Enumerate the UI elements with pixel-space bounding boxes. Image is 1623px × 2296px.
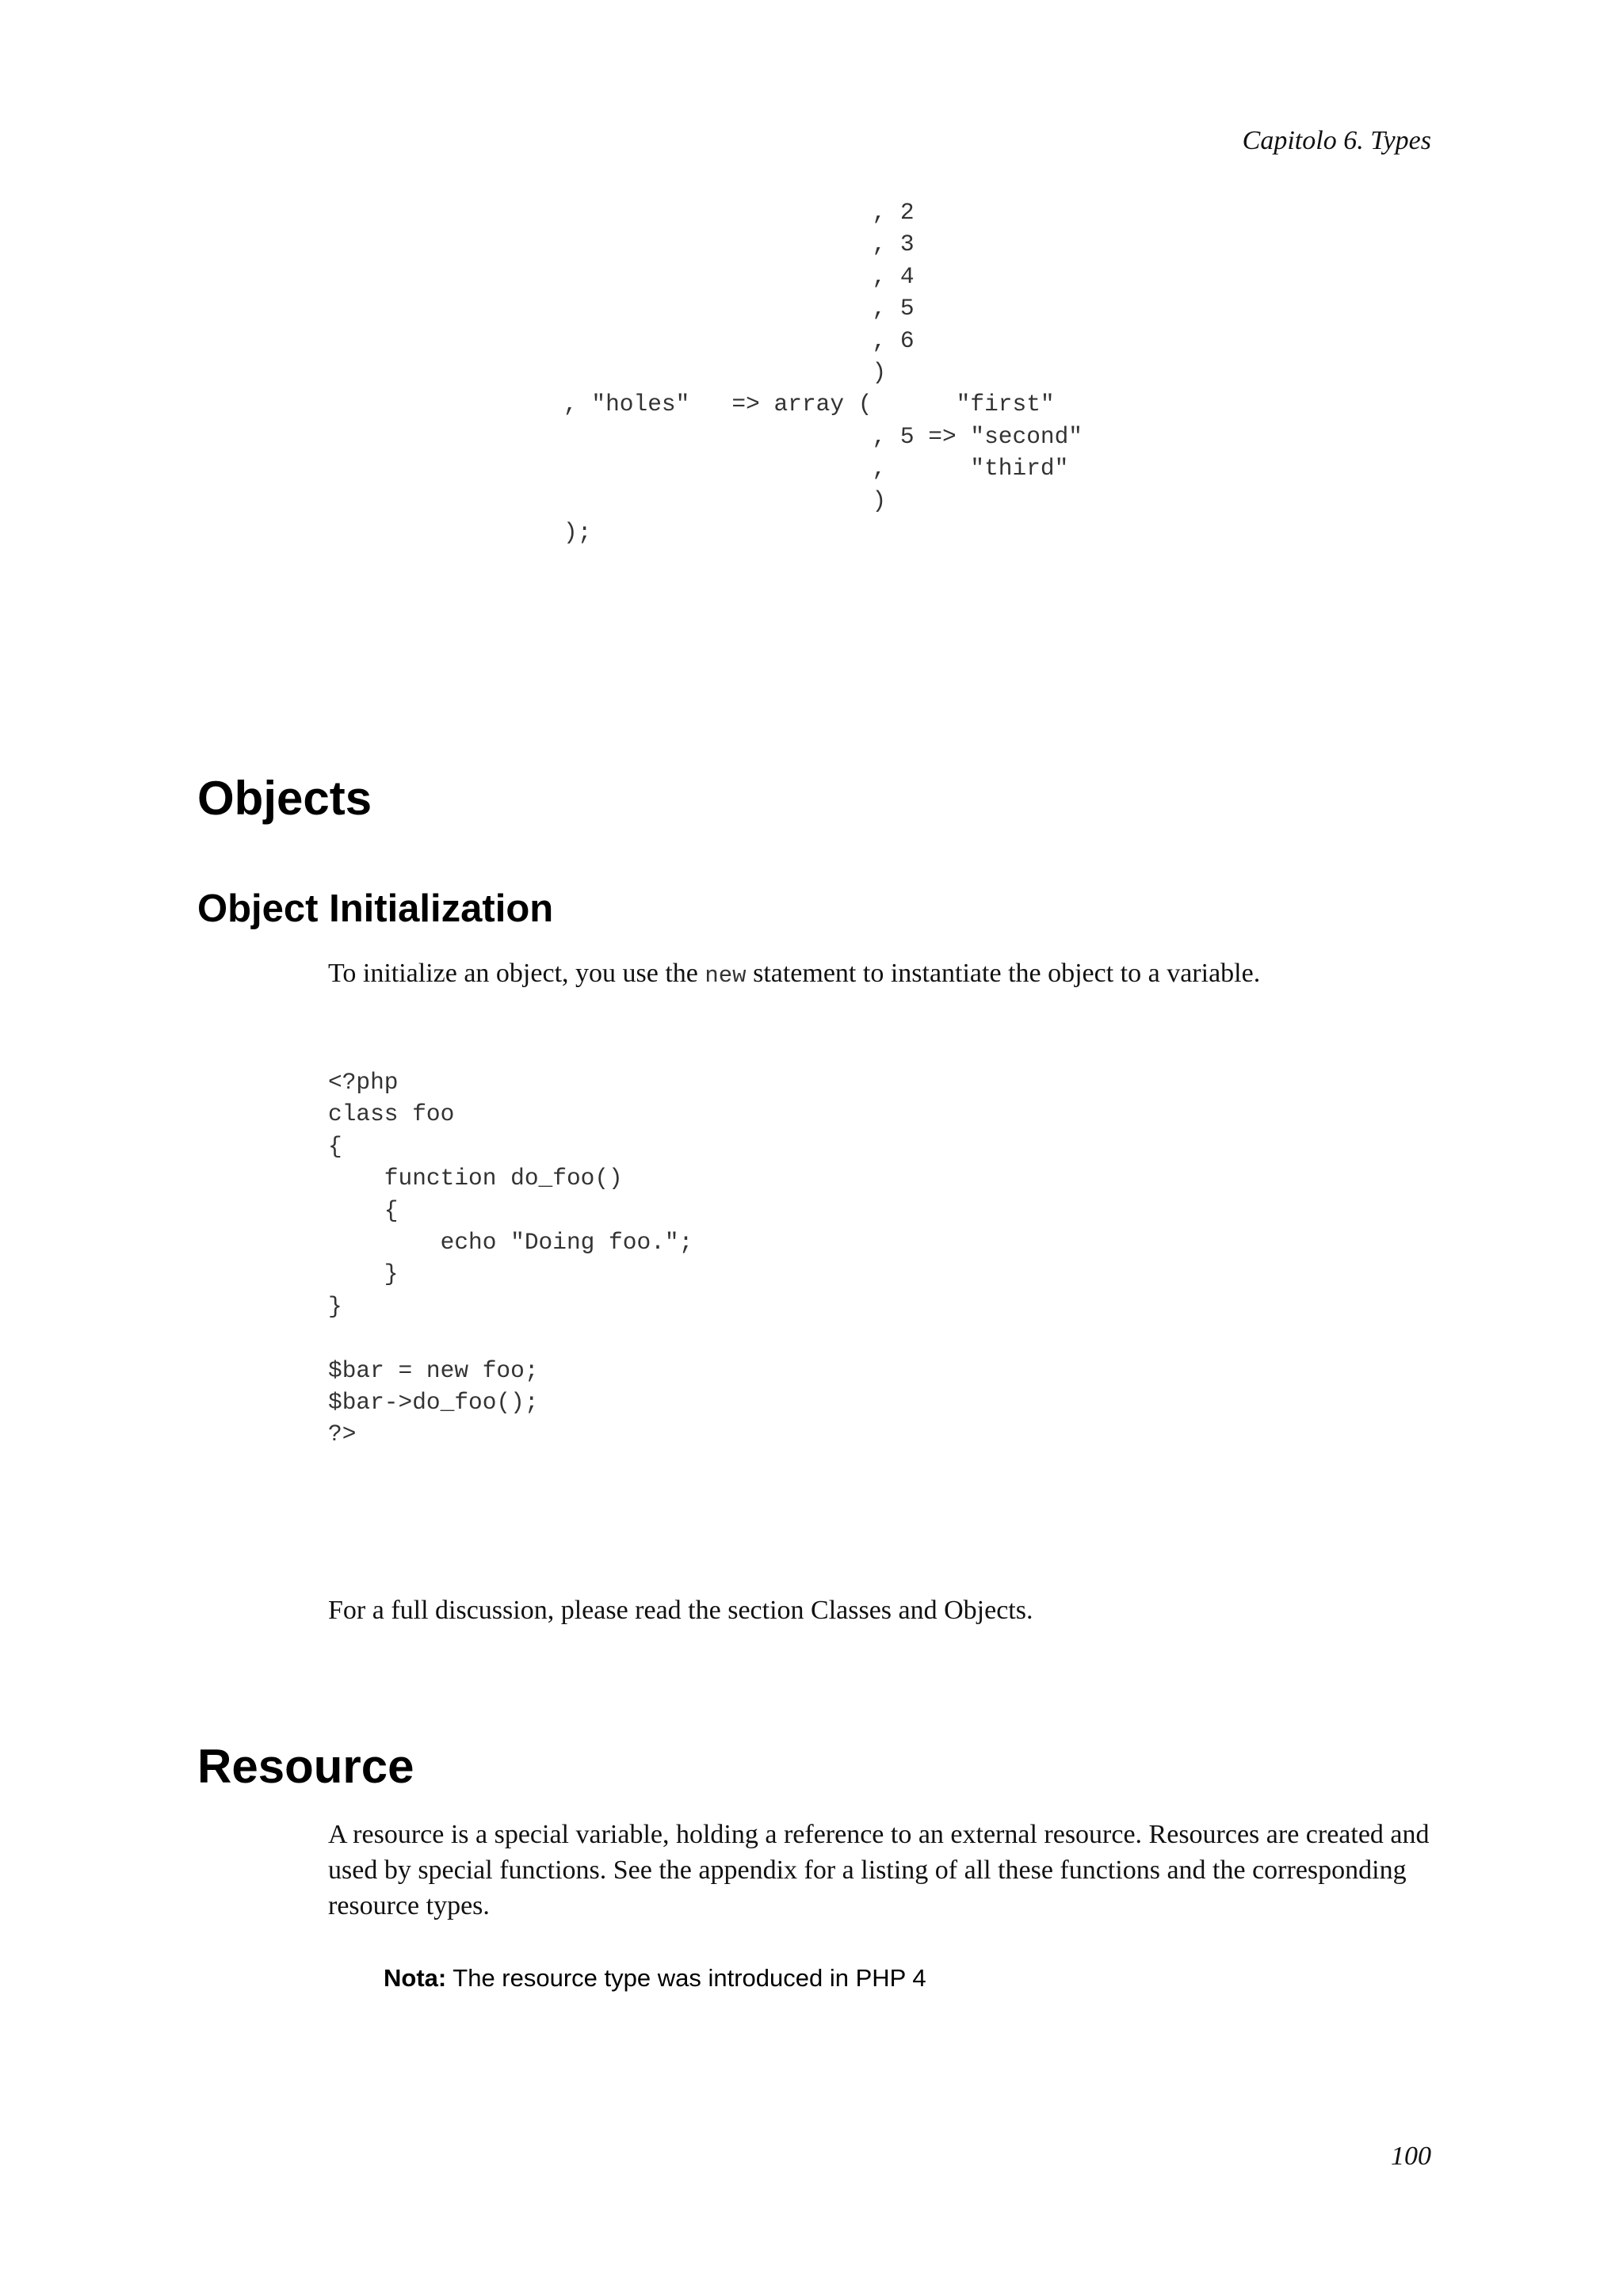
paragraph-object-init [328,955,1477,994]
paragraph-text: To initialize an object, you use the [328,959,705,988]
subsection-heading-object-initialization: Object Initialization [197,887,554,930]
note-label: Nota: [384,1964,447,1992]
paragraph-resource-description: A resource is a special variable, holding a reference to an external resource. Resources are created and used by special functions. See the appendix for a listing of all these functions and the corresponding resource types. [328,1820,1430,1920]
paragraph-full-discussion: For a full discussion, please read the section Classes and Objects. [328,1596,1033,1625]
inline-code-new: new [705,963,747,989]
paragraph-text: statement to instantiate the object to a variable. [746,959,1261,988]
section-heading-objects: Objects [197,772,372,825]
note-text: The resource type was introduced in PHP 4 [446,1964,926,1992]
code-block-object-example: <?php class foo { function do_foo() { echo "Doing foo."; } } $bar = new foo; $bar->do_foo(); ?> [328,1069,693,1448]
running-header: Capitolo 6. Types [1242,126,1431,155]
section-heading-resource: Resource [197,1740,414,1793]
code-block-array-continuation: , 2 , 3 , 4 , 5 , 6 ) , "holes" => array ( "first" , 5 => "second" , "third" ) ); [563,199,1083,547]
note-resource-php4 [384,1962,926,1994]
page-number: 100 [1391,2142,1431,2171]
